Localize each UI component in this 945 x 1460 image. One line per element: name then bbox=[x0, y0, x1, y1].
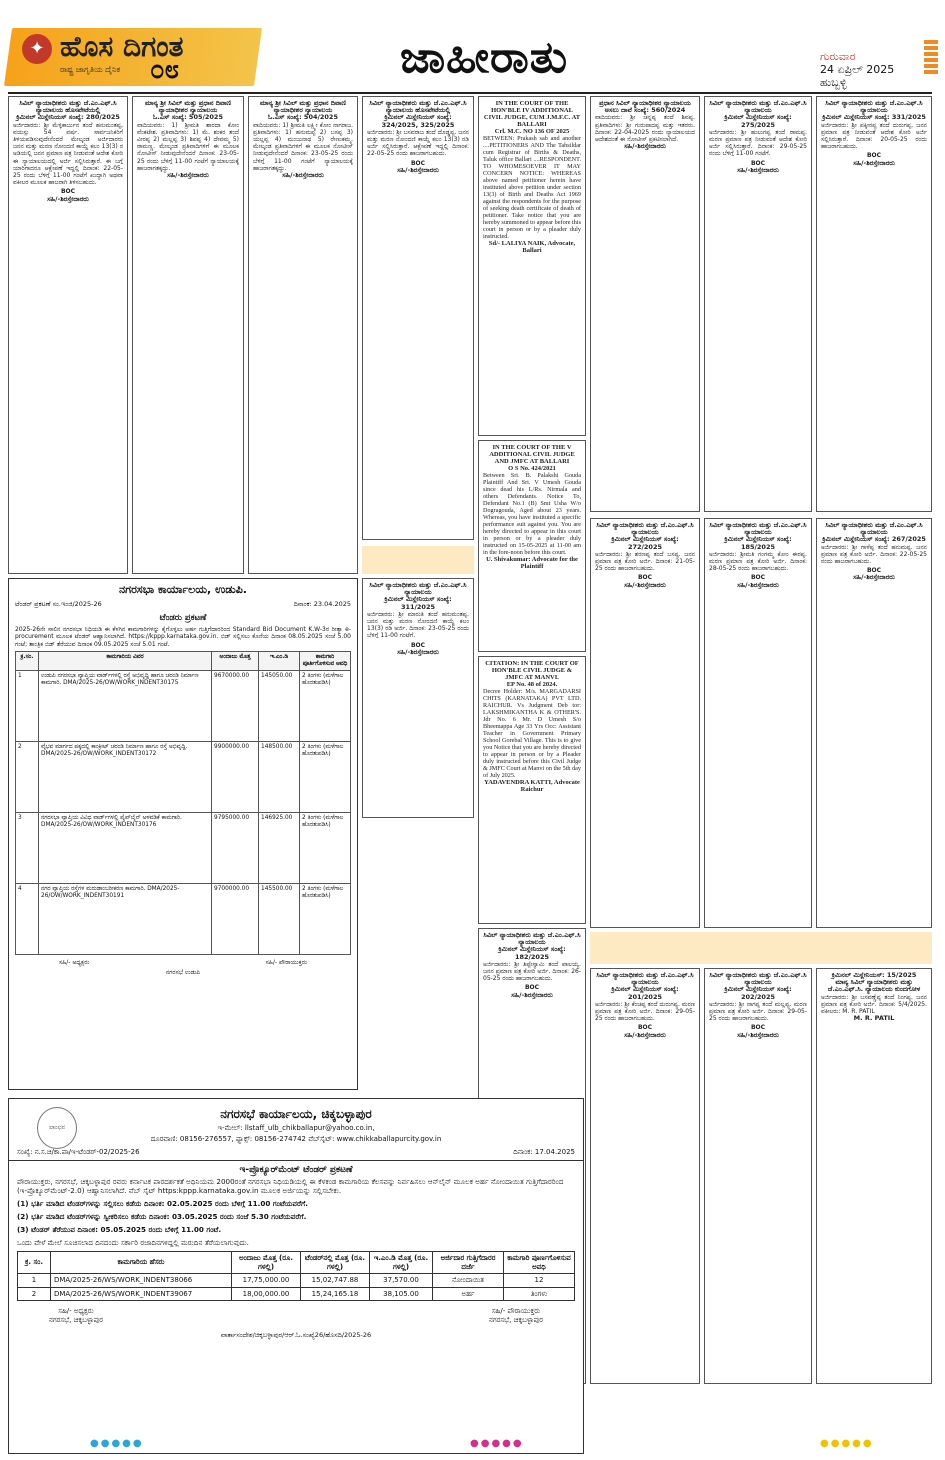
notice-heading: ಸಿವಿಲ್ ನ್ಯಾಯಾಧೀಶರು ಮತ್ತು ಜೆ.ಎಂ.ಎಫ್.ಸಿ ನ್ಯಾಯಾಲಯ bbox=[369, 581, 467, 597]
section-title: ಜಾಹೀರಾತು bbox=[400, 32, 569, 83]
tender-table bbox=[15, 651, 351, 955]
table-cell: 2 ತಿಂಗಳು (ಮಳೆಗಾಲ ಹೊರತುಪಡಿಸಿ) bbox=[300, 670, 351, 741]
notice-case-number: ಓ.ಎಸ್ ಸಂಖ್ಯೆ: 504/2025 bbox=[268, 113, 338, 122]
blank-ad-space bbox=[362, 546, 474, 574]
notice-body: ಅರ್ಜಿದಾರರು: ಶ್ರೀ ಕೆಂಚಪ್ಪ ತಂದೆ ದುರುಗಪ್ಪ. ಮರಣ ಪ್ರಮಾಣ ಪತ್ರ ಕೋರಿ ಅರ್ಜಿ. ದಿನಾಂಕ: 29-05-25 ರಂದು ಹಾಜರಾಗಬಹುದು. bbox=[595, 1000, 695, 1023]
notice-signature: ಸಹಿ/-ಶಿರಸ್ತೇದಾರರು bbox=[397, 165, 439, 174]
notice-heading: ಪ್ರಧಾನ ಸಿವಿಲ್ ನ್ಯಾಯಾಧೀಶರ ನ್ಯಾಯಾಲಯ bbox=[599, 99, 691, 107]
notice-case-number: ಅಸಲು ದಾವೆ ಸಂಖ್ಯೆ: 560/2024 bbox=[604, 106, 686, 115]
notice-case-number: ಕ್ರಿಮಿನಲ್ ಮಿಸ್ಲೇನಿಯಸ್ ಸಂಖ್ಯೆ: 201/2025 bbox=[611, 985, 679, 1001]
color-edge-strip bbox=[924, 40, 938, 76]
tender-subtitle: ಟೆಂಡರು ಪ್ರಕಟಣೆ bbox=[159, 613, 207, 623]
notice-case-number: ಕ್ರಿಮಿನಲ್ ಮಿಸ್ಲೇನಿಯಸ್ ಸಂಖ್ಯೆ: 185/2025 bbox=[724, 535, 792, 551]
table-cell: 2 ತಿಂಗಳು (ಮಳೆಗಾಲ ಹೊರತುಪಡಿಸಿ) bbox=[300, 741, 351, 812]
court-notice bbox=[132, 96, 244, 574]
notice-heading: IN THE COURT OF THE V ADDITIONAL CIVIL JUDGE AND JMFC AT BALLARI bbox=[489, 444, 575, 465]
notice-body: ವಾದಿಯವರು: 1) ಶ್ರೀಮತಿ ಲಕ್ಷ್ಮೀ ಕೋಂ ನಾಗರಾಜ. ಪ್ರತಿವಾದಿಗಳು: 1) ಹನುಮಪ್ಪ 2) ಬಸಪ್ಪ 3) ಯಲ್ಲಪ್ಪ 4) ಮಂಜುನಾಥ 5) ರೇಣುಕಮ್ಮ. ಮೇಲ್ಕಂಡ ಪ್ರತಿವಾದಿಗಳಿಗೆ ಈ ಮೂಲಕ ನೋಟೀಸ್ ನೀಡುವುದೇನೆಂದರೆ ದಿನಾಂಕ: 23-05-25 ರಂದು ಬೆಳಿಗ್ಗೆ 11-00 ಗಂಟೆಗೆ ನ್ಯಾಯಾಲಯಕ್ಕೆ ಹಾಜರಾಗತಕ್ಕದ್ದು. bbox=[253, 121, 353, 172]
table-cell: 15,02,747.88 bbox=[301, 1274, 370, 1288]
table-cell: 2 ತಿಂಗಳು (ಮಳೆಗಾಲ ಹೊರತುಪಡಿಸಿ) bbox=[300, 812, 351, 883]
court-notice bbox=[8, 96, 128, 574]
notice-heading: ಸಿವಿಲ್ ನ್ಯಾಯಾಧೀಶರು ಮತ್ತು ಜೆ.ಎಂ.ಎಫ್.ಸಿ ನ್ಯಾಯಾಲಯ ಹೊಸಪೇಟೆಯಲ್ಲಿ bbox=[369, 99, 467, 115]
notice-heading: CITATION: IN THE COURT OF HON'BLE CIVIL JUDGE & JMFC AT MANVI. bbox=[485, 660, 579, 681]
boc-label: BOC bbox=[866, 567, 882, 575]
table-cell: 4 bbox=[16, 883, 39, 954]
notice-heading: ಸಿವಿಲ್ ನ್ಯಾಯಾಧೀಶರು ಮತ್ತು ಜೆ.ಎಂ.ಎಫ್.ಸಿ ನ್ಯಾಯಾಲಯ bbox=[709, 99, 807, 115]
signature-left: ಸಹಿ/- ಅಧ್ಯಕ್ಷರು bbox=[59, 958, 90, 966]
notice-heading: ಕ್ರಿಮಿನಲ್ ಮಿಸ್ಲೇನಿಯಸ್: 15/2025 bbox=[831, 971, 917, 979]
tender-deadline-3: (3) ಟೆಂಡರ್ ತೆರೆಯುವ ದಿನಾಂಕ: 05.05.2025 ರಂದು ಬೆಳಿಗ್ಗೆ 11.00 ಗಂಟೆ. bbox=[17, 1225, 222, 1234]
lamp-emblem-icon: ✦ bbox=[22, 34, 52, 64]
boc-label: BOC bbox=[637, 1024, 653, 1032]
notice-case-number: ಓ.ಎಸ್ ಸಂಖ್ಯೆ: 505/2025 bbox=[153, 113, 223, 122]
table-cell: 1 bbox=[18, 1274, 51, 1288]
print-registration-marks: ●●●●● bbox=[90, 1438, 144, 1449]
notice-heading: ಸಿವಿಲ್ ನ್ಯಾಯಾಧೀಶರು ಮತ್ತು ಜೆ.ಎಂ.ಎಫ್.ಸಿ ನ್ಯಾಯಾಲಯ ಹೊಸಪೇಟೆಯಲ್ಲಿ bbox=[19, 99, 117, 115]
notice-body: ಅರ್ಜಿದಾರರು: ಶ್ರೀ ಬಸವರಾಜ ತಂದೆ ದೊಡ್ಡಪ್ಪ. ಜನನ ಮತ್ತು ಮರಣ ನೋಂದಣಿ ಕಾಯ್ದೆ ಕಲಂ 13(3) ರಡಿ ಅರ್ಜಿ ಸಲ್ಲಿಸಿರುತ್ತಾರೆ. ಆಕ್ಷೇಪಣೆ ಇದ್ದಲ್ಲಿ ದಿನಾಂಕ: 22-05-25 ರಂದು ಹಾಜರಾಗಬಹುದು. bbox=[367, 128, 469, 158]
table-cell: 2 bbox=[18, 1287, 51, 1301]
notice-signature: ಸಹಿ/-ಶಿರಸ್ತೇದಾರರು bbox=[167, 171, 209, 180]
tender-phone: ದೂರವಾಣಿ: 08156-276557, ಫ್ಯಾಕ್ಸ್: 08156-274742 ವೆಬ್‌ಸೈಟ್: www.chikkaballapurcity.gov.in bbox=[150, 1135, 442, 1143]
notice-case-number: EP No. 48 of 2024. bbox=[506, 681, 558, 688]
table-cell: 1 bbox=[16, 670, 39, 741]
table-cell: DMA/2025-26/WS/WORK_INDENT38066 bbox=[51, 1274, 232, 1288]
notice-body: ಅರ್ಜಿದಾರರು: ಶ್ರೀ ಶರಣಪ್ಪ ತಂದೆ ಬಸಪ್ಪ. ಜನನ ಪ್ರಮಾಣ ಪತ್ರ ಕೋರಿ ಅರ್ಜಿ. ದಿನಾಂಕ: 21-05-25 ರಂದು ಹಾಜರಾಗಬಹುದು. bbox=[595, 550, 695, 573]
column-header: ಇ.ಎಂ.ಡಿ bbox=[259, 652, 300, 671]
court-notice-english bbox=[478, 440, 586, 652]
table-cell: 15,24,165.18 bbox=[301, 1287, 370, 1301]
court-notice bbox=[590, 518, 700, 928]
signature-left: ಸಹಿ/- ಅಧ್ಯಕ್ಷರು bbox=[58, 1307, 94, 1315]
table-cell: 9700000.00 bbox=[212, 883, 259, 954]
tender-signatures bbox=[9, 1303, 583, 1325]
court-notice bbox=[816, 96, 932, 512]
table-cell: 9900000.00 bbox=[212, 741, 259, 812]
table-cell: 37,570.00 bbox=[370, 1274, 433, 1288]
table-cell: 12 bbox=[504, 1274, 575, 1288]
notice-signature: ಸಹಿ/-ಶಿರಸ್ತೇದಾರರು bbox=[47, 194, 89, 203]
court-notice bbox=[362, 96, 474, 540]
notice-signature: Sd/- LALIYA NAIK, Advocate, Ballari bbox=[488, 240, 576, 254]
table-cell: 3 bbox=[16, 812, 39, 883]
notice-body: ವಾದಿಯವರು: ಶ್ರೀ ಚನ್ನಪ್ಪ ತಂದೆ ಶಿವಪ್ಪ. ಪ್ರತಿವಾದಿಗಳು: ಶ್ರೀ ಗುರುಪಾದಪ್ಪ ಮತ್ತು ಇತರರು. ದಿನಾಂಕ: 22-04-2025 ರಂದು ನ್ಯಾಯಾಲಯದ ಆದೇಶದಂತೆ ಈ ನೋಟೀಸ್ ಪ್ರಕಟಿಸಲಾಗಿದೆ. bbox=[595, 114, 695, 144]
boc-label: BOC bbox=[60, 188, 76, 196]
page-header bbox=[0, 0, 945, 92]
notice-body: ಅರ್ಜಿದಾರರು: ಶ್ರೀ ಹುಲುಗಪ್ಪ ತಂದೆ ರಾಮಪ್ಪ. ಮರಣ ಪ್ರಮಾಣ ಪತ್ರ ನೀಡುವಂತೆ ಆದೇಶ ಕೋರಿ ಅರ್ಜಿ ಸಲ್ಲಿಸಿರುತ್ತಾರೆ. ದಿನಾಂಕ: 29-05-25 ರಂದು ಬೆಳಿಗ್ಗೆ 11-00 ಗಂಟೆಗೆ. bbox=[709, 128, 807, 158]
table-row bbox=[18, 1287, 575, 1301]
court-notice bbox=[704, 518, 812, 928]
notice-heading: ಸಿವಿಲ್ ನ್ಯಾಯಾಧೀಶರು ಮತ್ತು ಜೆ.ಎಂ.ಎಫ್.ಸಿ ನ್ಯಾಯಾಲಯ bbox=[709, 521, 807, 537]
notice-body: ಅರ್ಜಿದಾರರು: ಶ್ರೀ ಗಾಳೆಪ್ಪ ತಂದೆ ಹನುಮಪ್ಪ. ಜನನ ಪ್ರಮಾಣ ಪತ್ರ ಕೋರಿ ಅರ್ಜಿ. ದಿನಾಂಕ: 22-05-25 ರಂದು ಹಾಜರಾಗಬಹುದು. bbox=[821, 543, 927, 566]
table-cell: 9670000.00 bbox=[212, 670, 259, 741]
table-cell: ನೋಂದಾಯಿತ bbox=[433, 1274, 504, 1288]
notice-heading: ಮಾನ್ಯ ಶ್ರೀ ಸಿವಿಲ್ ಮತ್ತು ಪ್ರಧಾನ ದಿವಾಣಿ ನ್ಯಾಯಾಧೀಶರ ನ್ಯಾಯಾಲಯ bbox=[144, 99, 232, 115]
boc-label: BOC bbox=[524, 984, 540, 992]
column-header: ಅರ್ಜಿದಾರ ಗುತ್ತಿಗೆದಾರರ ದರ್ಜೆ bbox=[433, 1252, 504, 1274]
notice-case-number: ಕ್ರಿಮಿನಲ್ ಮಿಸ್ಲೇನಿಯಸ್ ಸಂಖ್ಯೆ: 331/2025 bbox=[822, 113, 926, 122]
boc-label: BOC bbox=[750, 1024, 766, 1032]
notice-heading: ಸಿವಿಲ್ ನ್ಯಾಯಾಧೀಶರು ಮತ್ತು ಜೆ.ಎಂ.ಎಫ್.ಸಿ ನ್ಯಾಯಾಲಯ bbox=[596, 521, 694, 537]
table-cell: 146925.00 bbox=[259, 812, 300, 883]
notice-case-number: ಕ್ರಿಮಿನಲ್ ಮಿಸ್ಲೇನಿಯಸ್ ಸಂಖ್ಯೆ: 324/2025, 325/2025 bbox=[381, 113, 455, 129]
notice-case-number: ಕ್ರಿಮಿನಲ್ ಮಿಸ್ಲೇನಿಯಸ್ ಸಂಖ್ಯೆ: 275/2025 bbox=[724, 113, 792, 129]
table-cell: 9795000.00 bbox=[212, 812, 259, 883]
notice-signature: ಸಹಿ/-ಶಿರಸ್ತೇದಾರರು bbox=[624, 142, 666, 151]
boc-label: BOC bbox=[866, 152, 882, 160]
table-cell: 2 bbox=[16, 741, 39, 812]
notice-signature: ಸಹಿ/-ಶಿರಸ್ತೇದಾರರು bbox=[853, 573, 895, 582]
signature-place: ನಗರಸಭೆ ಉಡುಪಿ bbox=[165, 968, 201, 976]
table-row bbox=[18, 1274, 575, 1288]
table-cell: ತಿಂಗಳು bbox=[504, 1287, 575, 1301]
signature-right: ಸಹಿ/- ಪೌರಾಯುಕ್ತರು bbox=[265, 958, 307, 966]
signature-left-place: ನಗರಸಭೆ, ಚಿಕ್ಕಬಳ್ಳಾಪುರ bbox=[49, 1316, 103, 1324]
notice-body: Between Sri. B. Palakshi Gouda Plaintiff And Sri. V Umesh Gouda since dead his L/Rs. Nirmala and others Defendants. Notice To, Defendant No.1 (B) Smt Usha W/o Dogragouda, Aged about 23 years. Whereas, you have instituted a specific performance suit against you. You are hereby directed to appear in this court in person or by a pleader duly instructed on 15-05-2025 at 11-00 am in the fore-noon before this court. bbox=[483, 472, 581, 556]
table-cell: ವೈಭವ ಮಾರ್ಗದ ಪಕ್ಕದಲ್ಲಿ ಕಾಂಕ್ರೀಟ್ ಚರಂಡಿ ನಿರ್ಮಾಣ ಹಾಗೂ ರಸ್ತೆ ಅಭಿವೃದ್ಧಿ. DMA/2025-26/OW/WORK_INDENT30172 bbox=[39, 741, 212, 812]
notice-signature: YADAVENDRA KATTI, Advocate Raichur bbox=[484, 779, 580, 793]
notice-case-number: ಕ್ರಿಮಿನಲ್ ಮಿಸ್ಲೇನಿಯಸ್ ಸಂಖ್ಯೆ: 182/2025 bbox=[498, 945, 566, 961]
notice-case-number: O S No. 424/2021 bbox=[508, 465, 556, 472]
tender-email: ಇ-ಮೇಲ್: llstaff_ulb_chikballapur@yahoo.co.in, bbox=[217, 1124, 375, 1132]
court-notice bbox=[704, 96, 812, 512]
notice-case-number: ಮಾನ್ಯ ಸಿವಿಲ್ ನ್ಯಾಯಾಧೀಶರು ಮತ್ತು ಜೆ.ಎಂ.ಎಫ್.ಸಿ. ನ್ಯಾಯಾಲಯ ಕುಂದಗೋಳ bbox=[827, 978, 921, 994]
court-notice-english bbox=[478, 656, 586, 924]
notice-case-number: ಕ್ರಿಮಿನಲ್ ಮಿಸ್ಲೇನಿಯಸ್ ಸಂಖ್ಯೆ: 311/2025 bbox=[384, 595, 452, 611]
boc-label: BOC bbox=[750, 159, 766, 167]
notice-signature: ಸಹಿ/-ಶಿರಸ್ತೇದಾರರು bbox=[737, 1030, 779, 1039]
notice-body: ಅರ್ಜಿದಾರರು: ಶ್ರೀಮತಿ ಗಂಗಮ್ಮ ಕೋಂ ಈರಪ್ಪ. ಮರಣ ಪ್ರಮಾಣ ಪತ್ರ ಕೋರಿ ಅರ್ಜಿ. ದಿನಾಂಕ: 28-05-25 ರಂದು ಹಾಜರಾಗಬಹುದು. bbox=[709, 550, 807, 573]
notice-heading: IN THE COURT OF THE HON'BLE IV ADDITIONAL CIVIL JUDGE, CUM J.M.F.C. AT BALLARI bbox=[483, 100, 581, 128]
masthead-tagline: ರಾಷ್ಟ್ರ ಜಾಗೃತಿಯ ದೈನಿಕ bbox=[60, 65, 121, 74]
notice-signature: ಸಹಿ/-ಶಿರಸ್ತೇದಾರರು bbox=[853, 158, 895, 167]
table-cell: 18,00,000.00 bbox=[232, 1287, 301, 1301]
notice-case-number: ಕ್ರಿಮಿನಲ್ ಮಿಸ್ಲೇನಿಯಸ್ ಸಂಖ್ಯೆ: 272/2025 bbox=[611, 535, 679, 551]
table-cell: ಅರ್ಹ bbox=[433, 1287, 504, 1301]
table-row bbox=[16, 741, 351, 812]
tender-meta bbox=[9, 1144, 583, 1161]
tender-table bbox=[17, 1251, 575, 1301]
notice-heading: ಸಿವಿಲ್ ನ್ಯಾಯಾಧೀಶರು ಮತ್ತು ಜೆ.ಎಂ.ಎಫ್.ಸಿ ನ್ಯಾಯಾಲಯ bbox=[825, 521, 923, 537]
tender-date: ದಿನಾಂಕ: 17.04.2025 bbox=[513, 1148, 575, 1156]
chikkaballapur-tender-notice bbox=[8, 1098, 584, 1454]
tender-date: ದಿನಾಂಕ: 23.04.2025 bbox=[293, 600, 351, 608]
date-label: 24 ಏಪ್ರಿಲ್ 2025 bbox=[820, 63, 895, 76]
notice-case-number: ಕ್ರಿಮಿನಲ್ ಮಿಸ್ಲೇನಿಯಸ್ ಸಂಖ್ಯೆ: 202/2025 bbox=[724, 985, 792, 1001]
column-header: ಕಾಮಗಾರಿಯ ವಿವರ bbox=[39, 652, 212, 671]
boc-label: BOC bbox=[750, 574, 766, 582]
notice-body: ಅರ್ಜಿದಾರರು: ಶ್ರೀ ನಾಗಪ್ಪ ತಂದೆ ಮಲ್ಲಪ್ಪ. ಮರಣ ಪ್ರಮಾಣ ಪತ್ರ ಕೋರಿ ಅರ್ಜಿ. ದಿನಾಂಕ: 29-05-25 ರಂದು ಹಾಜರಾಗಬಹುದು. bbox=[709, 1000, 807, 1023]
table-cell: ನಗರ ವ್ಯಾಪ್ತಿಯ ರಸ್ತೆಗಳ ಮರುಡಾಂಬರೀಕರಣ ಕಾಮಗಾರಿ. DMA/2025-26/OW/WORK_INDENT30191 bbox=[39, 883, 212, 954]
signature-right: ಸಹಿ/- ಪೌರಾಯುಕ್ತರು bbox=[491, 1307, 541, 1315]
notice-signature: ಸಹಿ/-ಶಿರಸ್ತೇದಾರರು bbox=[397, 647, 439, 656]
notice-body: ಅರ್ಜಿದಾರರು: ಶ್ರೀ ಮೆಳ್ಳಿಕಾರ್ಜುನ ತಂದೆ ಹನುಮಂತಪ್ಪ, ವಯಸ್ಸು 54 ವರ್ಷ. ಸಾರ್ವಜನಿಕರಿಗೆ ತಿಳಿಯಪಡಿಸುವುದೇನೆಂದರೆ ಮೇಲ್ಕಂಡ ಅರ್ಜಿದಾರರು ಜನನ ಮತ್ತು ಮರಣ ನೋಂದಣಿ ಕಾಯ್ದೆ ಕಲಂ 13(3) ರ ಅಡಿಯಲ್ಲಿ ಜನನ ಪ್ರಮಾಣ ಪತ್ರ ನೀಡುವಂತೆ ಆದೇಶ ಕೋರಿ ಈ ನ್ಯಾಯಾಲಯದಲ್ಲಿ ಅರ್ಜಿ ಸಲ್ಲಿಸಿರುತ್ತಾರೆ. ಈ ಬಗ್ಗೆ ಯಾರಿಗಾದರೂ ಆಕ್ಷೇಪಣೆ ಇದ್ದಲ್ಲಿ ದಿನಾಂಕ: 22-05-25 ರಂದು ಬೆಳಿಗ್ಗೆ 11-00 ಗಂಟೆಗೆ ಖುದ್ದಾಗಿ ಅಥವಾ ವಕೀಲರ ಮೂಲಕ ಹಾಜರಾಗಿ ತಿಳಿಸಬಹುದು. bbox=[13, 121, 123, 187]
header-rule bbox=[8, 92, 932, 94]
tender-deadline-2: (2) ಭರ್ತಿ ಮಾಡಿದ ಟೆಂಡರ್‌ಗಳನ್ನು ಸ್ವೀಕರಿಸಲು ಕಡೆಯ ದಿನಾಂಕ: 03.05.2025 ರಂದು ಸಂಜೆ 5.30 ಗಂಟೆಯವರೆಗೆ. bbox=[17, 1212, 307, 1221]
udupi-tender-notice bbox=[8, 578, 358, 1090]
court-notice bbox=[362, 578, 474, 818]
notice-signature: M. R. PATIL bbox=[853, 1014, 895, 1023]
notice-signature: ಸಹಿ/-ಶಿರಸ್ತೇದಾರರು bbox=[624, 1030, 666, 1039]
table-cell: 148500.00 bbox=[259, 741, 300, 812]
column-header: ಅಂದಾಜು ಮೊತ್ತ (ರೂ. ಗಳಲ್ಲಿ) bbox=[232, 1252, 301, 1274]
notice-heading: ಸಿವಿಲ್ ನ್ಯಾಯಾಧೀಶರು ಮತ್ತು ಜೆ.ಎಂ.ಎಫ್.ಸಿ ನ್ಯಾಯಾಲಯ bbox=[596, 971, 694, 987]
table-cell: 17,75,000.00 bbox=[232, 1274, 301, 1288]
notice-case-number: Crl. M.C. NO 136 OF 2025 bbox=[494, 128, 570, 135]
notice-case-number: ಕ್ರಿಮಿನಲ್ ಮಿಸ್ಲೇನಿಯಸ್ ಸಂಖ್ಯೆ: 280/2025 bbox=[16, 113, 120, 122]
boc-label: BOC bbox=[410, 641, 426, 649]
column-header: ಇ.ಎಂ.ಡಿ ಮೊತ್ತ (ರೂ. ಗಳಲ್ಲಿ) bbox=[370, 1252, 433, 1274]
notice-heading: ಸಿವಿಲ್ ನ್ಯಾಯಾಧೀಶರು ಮತ್ತು ಜೆ.ಎಂ.ಎಫ್.ಸಿ ನ್ಯಾಯಾಲಯ bbox=[825, 99, 923, 115]
tender-title: ನಗರಸಭೆ ಕಾರ್ಯಾಲಯ, ಚಿಕ್ಕಬಳ್ಳಾಪುರ bbox=[220, 1107, 372, 1121]
notice-body: ಅರ್ಜಿದಾರರು: ಶ್ರೀ ತಿಪ್ಪೇಸ್ವಾಮಿ ತಂದೆ ಪಾಲಯ್ಯ. ಜನನ ಪ್ರಮಾಣ ಪತ್ರ ಕೋರಿ ಅರ್ಜಿ. ದಿನಾಂಕ: 26-05-25 ರಂದು ಹಾಜರಾಗಬಹುದು. bbox=[483, 960, 581, 983]
table-cell: 2 ತಿಂಗಳು (ಮಳೆಗಾಲ ಹೊರತುಪಡಿಸಿ) bbox=[300, 883, 351, 954]
court-notice bbox=[704, 968, 812, 1384]
notice-body: ವಾದಿಯವರು: 1) ಶ್ರೀಮತಿ ಶಾರದಾ ಕೋಂ ವೆಂಕಟೇಶ. ಪ್ರತಿವಾದಿಗಳು: 1) ಮೆ. ಶಂಕರ ತಂದೆ ವೀರಪ್ಪ 2) ಮಲ್ಲಪ್ಪ 3) ಶಿವಪ್ಪ 4) ದೇವಮ್ಮ 5) ರಾಮಣ್ಣ. ಮೇಲ್ಕಂಡ ಪ್ರತಿವಾದಿಗಳಿಗೆ ಈ ಮೂಲಕ ನೋಟೀಸ್ ನೀಡುವುದೇನೆಂದರೆ ದಿನಾಂಕ: 23-05-25 ರಂದು ಬೆಳಿಗ್ಗೆ 11-00 ಗಂಟೆಗೆ ನ್ಯಾಯಾಲಯಕ್ಕೆ ಹಾಜರಾಗತಕ್ಕದ್ದು. bbox=[137, 121, 239, 172]
tender-footer-ref: ವಾರ್ತಾಸಂದೇಶ/ಚಿಕ್ಕಬಳ್ಳಾಪುರ/ಆರ್.ಓ.ಸಂಖ್ಯೆ26/ಹೊಸದಿ/2025-26 bbox=[220, 1331, 372, 1339]
column-header: ಕ್ರ.ಸಂ. bbox=[16, 652, 39, 671]
notice-signature: ಸಹಿ/-ಶಿರಸ್ತೇದಾರರು bbox=[624, 580, 666, 589]
day-label: ಗುರುವಾರ bbox=[820, 50, 856, 63]
tender-meta bbox=[9, 597, 357, 609]
column-header: ಟೆಂಡರ್‌ನಲ್ಲಿ ಮೊತ್ತ (ರೂ. ಗಳಲ್ಲಿ) bbox=[301, 1252, 370, 1274]
notice-signature: ಸಹಿ/-ಶಿರಸ್ತೇದಾರರು bbox=[282, 171, 324, 180]
table-row bbox=[16, 670, 351, 741]
print-registration-marks: ●●●●● bbox=[470, 1438, 524, 1449]
tender-ref: ಟೆಂಡರ್ ಪ್ರಕಟಣೆ ಸಂ.ಇಂಜಿ/2025-26 bbox=[15, 600, 102, 608]
tender-subtitle: ಇ-ಪ್ರೊಕ್ಯೂರ್‌ಮೆಂಟ್ ಟೆಂಡರ್ ಪ್ರಕಟಣೆ bbox=[239, 1165, 353, 1175]
tender-holiday-note: ಒಂದು ವೇಳೆ ಮೇಲೆ ಸೂಚಿಸಲಾದ ದಿನದಂದು ಸರ್ಕಾರಿ ರಜಾದಿನಗಳಿದ್ದಲ್ಲಿ ಮರುದಿನ ತೆರೆಯಲಾಗುವುದು. bbox=[17, 1238, 249, 1247]
tender-signatures bbox=[9, 955, 357, 967]
court-notice bbox=[816, 518, 932, 928]
page-number: ೦೮ bbox=[150, 55, 180, 85]
notice-signature: ಸಹಿ/-ಶಿರಸ್ತೇದಾರರು bbox=[511, 990, 553, 999]
table-row bbox=[16, 883, 351, 954]
blank-ad-space bbox=[590, 932, 932, 964]
boc-label: BOC bbox=[410, 159, 426, 167]
tender-intro: ಪೌರಾಯುಕ್ತರು, ನಗರಸಭೆ, ಚಿಕ್ಕಬಳ್ಳಾಪುರ ರವರು ಕರ್ನಾಟಕ ಪಾರದರ್ಶಕತೆ ಅಧಿನಿಯಮ 2000ರಂತೆ ನಗರಸಭಾ ನಿಧಿಯಡಿಯಲ್ಲಿ ಈ ಕೆಳಕಂಡ ಕಾಮಗಾರಿಯ ಕೆಲಸವನ್ನು ನಿರ್ವಹಿಸಲು ಆನ್‌ಲೈನ್ ಮೂಲಕ ಅರ್ಹ ನೋಂದಾಯಿತ ಗುತ್ತಿಗೆದಾರರಿಂದ (ಇ-ಪ್ರೊಕ್ಯೂರ್‌ಮೆಂಟ್-2.0) ಆಹ್ವಾನಿಸಲಾಗಿದೆ. ವೆಬ್ ಸೈಟ್ https:kppp.karnataka.gov.in ಮೂಲಕ ಅರ್ಜಿಯನ್ನು ಸಲ್ಲಿಸಬೇಕು. bbox=[17, 1177, 564, 1195]
boc-label: BOC bbox=[637, 574, 653, 582]
city-label: ಹುಬ್ಬಳ್ಳಿ bbox=[820, 76, 847, 89]
table-cell: 145050.00 bbox=[259, 670, 300, 741]
court-notice bbox=[590, 96, 700, 512]
table-cell: 38,105.00 bbox=[370, 1287, 433, 1301]
table-cell: ಉಡುಪಿ ನಗರಸಭಾ ವ್ಯಾಪ್ತಿಯ ವಾರ್ಡ್‌ಗಳಲ್ಲಿ ರಸ್ತೆ ಅಭಿವೃದ್ಧಿ ಹಾಗೂ ಚರಂಡಿ ನಿರ್ಮಾಣ ಕಾಮಗಾರಿ. DMA/2025-26/OW/WORK_INDENT30175 bbox=[39, 670, 212, 741]
column-header: ಕಾಮಗಾರಿಯ ಹೆಸರು bbox=[51, 1252, 232, 1274]
notice-body: Decree Holder: M/s. MARGADARSI CHITS (KARNATAKA) PVT LTD. RAICHUR. Vs Judgment Deb tor: LAKSHMIKANTHA K & OTHER'S. Jdr No. 6 Mr. D Umesh S/o Bheemappa Age 33 Yrs Occ: Assistant Teacher in Government Primary School Gorebal Village. This is to give you Notice that you are hereby directed to appear in person or by a Pleader duly instructed before this Civil Judge & JMFC Court at Manvi on the 5th day of July 2025. bbox=[483, 688, 581, 779]
court-notice bbox=[590, 968, 700, 1384]
table-row bbox=[16, 812, 351, 883]
tender-title: ನಗರಸಭಾ ಕಾರ್ಯಾಲಯ, ಉಡುಪಿ. bbox=[119, 583, 247, 596]
government-emblem-icon: ಲಾಂಛನ bbox=[37, 1107, 77, 1149]
notice-signature: ಸಹಿ/-ಶಿರಸ್ತೇದಾರರು bbox=[737, 580, 779, 589]
court-notice bbox=[248, 96, 358, 574]
tender-intro: 2025-26ನೇ ಸಾಲಿನ ನಗರಸಭಾ ನಿಧಿಯಡಿ ಈ ಕೆಳಗಿನ ಕಾಮಗಾರಿಗಳನ್ನು ಕೈಗೊಳ್ಳಲು ಅರ್ಹ ಗುತ್ತಿಗೆದಾರರಿಂದ Standard Bid Document K.W-3ರ ರೀತ್ಯಾ e-procurement ಮೂಲಕ ಟೆಂಡರ್ ಆಹ್ವಾನಿಸಲಾಗಿದೆ. https://kppp.karnataka.gov.in. ಬಿಡ್ ಸಲ್ಲಿಸಲು ಕೊನೆಯ ದಿನಾಂಕ 08.05.2025 ಸಂಜೆ 5.00 ಗಂಟೆ; ತಾಂತ್ರಿಕ ಬಿಡ್ ತೆರೆಯುವ ದಿನಾಂಕ 09.05.2025 ಸಂಜೆ 5.01 ಗಂಟೆ. bbox=[15, 626, 351, 648]
notice-heading: ಮಾನ್ಯ ಶ್ರೀ ಸಿವಿಲ್ ಮತ್ತು ಪ್ರಧಾನ ದಿವಾಣಿ ನ್ಯಾಯಾಧೀಶರ ನ್ಯಾಯಾಲಯ bbox=[259, 99, 347, 115]
notice-body: BETWEEN: Prakash sab and another ....PETITIONERS AND The Tahsildar cum Registrar of Births & Deaths, Taluk office Ballari ....RESPONDENT. TO WHOMESOEVER IT MAY CONCERN NOTICE: WHEREAS above named petitioner herein have instituted above petition under section 13(3) of Birth and Deaths Act 1969 against the respondents for the purpose of seeking death certificate of death of petitioner. Take notice that you are hereby summoned to appear before this court in person or by a pleader duly instructed. bbox=[483, 135, 581, 240]
column-header: ಕಾಮಗಾರಿ ಪೂರ್ತಿಗೊಳಿಸುವ ಅವಧಿ bbox=[300, 652, 351, 671]
notice-body: ಅರ್ಜಿದಾರರು: ಶ್ರೀ ಬಸವಣ್ಣೆಪ್ಪ ತಂದೆ ನಿಂಗಪ್ಪ. ಜನನ ಪ್ರಮಾಣ ಪತ್ರ ಕೋರಿ ಅರ್ಜಿ. ದಿನಾಂಕ: 5/4/2025. ವಕೀಲರು: M. R. PATIL bbox=[821, 993, 927, 1016]
tender-ref: ಸಂಖ್ಯೆ: ನ.ಸ.ಚಿ/ಕಾ.ಪಾ/ಇ-ಟೆಂಡರ್-02/2025-26 bbox=[17, 1148, 140, 1156]
table-cell: ನಗರಸಭಾ ವ್ಯಾಪ್ತಿಯ ವಿವಿಧ ವಾರ್ಡ್‌ಗಳಲ್ಲಿ ಪೈಪ್‌ಲೈನ್ ಅಳವಡಿಕೆ ಕಾಮಗಾರಿ. DMA/2025-26/OW/WORK_INDENT30176 bbox=[39, 812, 212, 883]
signature-right-place: ನಗರಸಭೆ, ಚಿಕ್ಕಬಳ್ಳಾಪುರ bbox=[489, 1316, 543, 1324]
column-header: ಕಾಮಗಾರಿ ಪೂರ್ಣಗೊಳಿಸುವ ಅವಧಿ bbox=[504, 1252, 575, 1274]
court-notice bbox=[816, 968, 932, 1384]
column-header: ಅಂದಾಜು ಮೊತ್ತ bbox=[212, 652, 259, 671]
notice-body: ಅರ್ಜಿದಾರರು: ಶ್ರೀ ಮಾರುತಿ ತಂದೆ ಹನುಮಂತಪ್ಪ. ಜನನ ಮತ್ತು ಮರಣ ನೋಂದಣಿ ಕಾಯ್ದೆ ಕಲಂ 13(3) ರಡಿ ಅರ್ಜಿ. ದಿನಾಂಕ: 23-05-25 ರಂದು ಬೆಳಿಗ್ಗೆ 11-00 ಗಂಟೆಗೆ. bbox=[367, 610, 469, 640]
notice-body: ಅರ್ಜಿದಾರರು: ಶ್ರೀ ಪಕ್ಕೀರಪ್ಪ ತಂದೆ ದುರುಗಪ್ಪ. ಜನನ ಪ್ರಮಾಣ ಪತ್ರ ನೀಡುವಂತೆ ಆದೇಶ ಕೋರಿ ಅರ್ಜಿ ಸಲ್ಲಿಸಿರುತ್ತಾರೆ. ದಿನಾಂಕ: 20-05-25 ರಂದು ಹಾಜರಾಗಬಹುದು. bbox=[821, 121, 927, 151]
column-header: ಕ್ರ. ಸಂ. bbox=[18, 1252, 51, 1274]
notice-case-number: ಕ್ರಿಮಿನಲ್ ಮಿಸ್ಲೇನಿಯಸ್ ಸಂಖ್ಯೆ: 267/2025 bbox=[822, 535, 926, 544]
table-cell: DMA/2025-26/WS/WORK_INDENT39067 bbox=[51, 1287, 232, 1301]
notice-heading: ಸಿವಿಲ್ ನ್ಯಾಯಾಧೀಶರು ಮತ್ತು ಜೆ.ಎಂ.ಎಫ್.ಸಿ ನ್ಯಾಯಾಲಯ bbox=[483, 931, 581, 947]
tender-deadline-1: (1) ಭರ್ತಿ ಮಾಡಿದ ಟೆಂಡರ್‌ಗಳನ್ನು ಸಲ್ಲಿಸಲು ಕಡೆಯ ದಿನಾಂಕ: 02.05.2025 ರಂದು ಬೆಳಿಗ್ಗೆ 11.00 ಗಂಟೆಯವರೆಗೆ. bbox=[17, 1199, 309, 1208]
notice-signature: U. Shivakumar: Advocate for the Plaintiff bbox=[486, 556, 578, 570]
date-block bbox=[820, 50, 920, 89]
masthead-logo-text: ಹೊಸ ದಿಗಂತ bbox=[60, 30, 184, 63]
print-registration-marks: ●●●●● bbox=[820, 1438, 874, 1449]
notice-signature: ಸಹಿ/-ಶಿರಸ್ತೇದಾರರು bbox=[737, 165, 779, 174]
notice-heading: ಸಿವಿಲ್ ನ್ಯಾಯಾಧೀಶರು ಮತ್ತು ಜೆ.ಎಂ.ಎಫ್.ಸಿ ನ್ಯಾಯಾಲಯ bbox=[709, 971, 807, 987]
table-cell: 145500.00 bbox=[259, 883, 300, 954]
court-notice-english bbox=[478, 96, 586, 436]
